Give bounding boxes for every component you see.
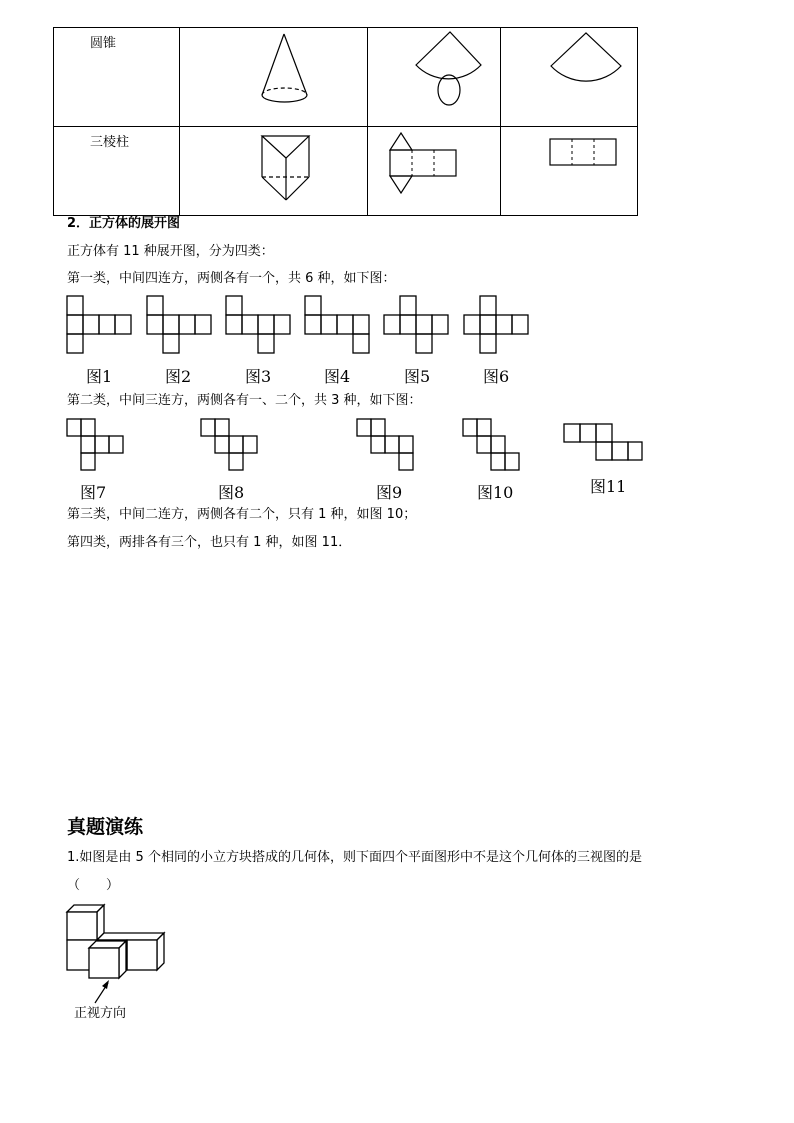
net-fig-4 bbox=[305, 296, 369, 353]
cone-sector-figure bbox=[501, 28, 637, 126]
caption-fig-9: 图9 bbox=[376, 483, 403, 502]
caption-fig-8: 图8 bbox=[218, 483, 245, 502]
prism-figure bbox=[180, 127, 367, 215]
net-fig-9 bbox=[357, 419, 413, 470]
class3-text: 第三类，中间二连方，两侧各有二个，只有 1 种，如图 10； bbox=[67, 507, 417, 522]
cone-side-cell bbox=[501, 28, 638, 127]
net-fig-2 bbox=[147, 296, 211, 353]
prism-side-figure bbox=[501, 127, 637, 215]
caption-fig-6: 图6 bbox=[483, 367, 510, 386]
class4-text: 第四类，两排各有三个，也只有 1 种，如图 11． bbox=[67, 535, 352, 550]
cone-solid-cell bbox=[180, 28, 368, 127]
net-fig-10 bbox=[463, 419, 519, 470]
caption-fig-7: 图7 bbox=[80, 483, 107, 502]
caption-fig-11: 图11 bbox=[590, 477, 627, 496]
caption-fig-3: 图3 bbox=[245, 367, 272, 386]
caption-fig-2: 图2 bbox=[165, 367, 192, 386]
prism-solid-cell bbox=[180, 127, 368, 216]
caption-fig-10: 图10 bbox=[477, 483, 514, 502]
class1-text: 第一类，中间四连方，两侧各有一个，共 6 种，如下图： bbox=[67, 271, 396, 286]
question-1-answer-paren: （ ） bbox=[67, 878, 120, 893]
net-fig-7 bbox=[67, 419, 123, 470]
net-fig-3 bbox=[226, 296, 290, 353]
prism-net-figure bbox=[368, 127, 500, 215]
question-1-text: 1.如图是由 5 个相同的小立方块搭成的几何体，则下面四个平面图形中不是这个几何体的三视图的是 bbox=[67, 850, 642, 865]
cube-stack-figure bbox=[60, 900, 180, 1020]
net-fig-1 bbox=[67, 296, 131, 353]
cone-net-figure bbox=[368, 28, 500, 126]
prism-net-cell bbox=[368, 127, 501, 216]
section-heading: 2．正方体的展开图 bbox=[67, 216, 181, 231]
caption-fig-1: 图1 bbox=[86, 367, 113, 386]
row-label-prism: 三棱柱 bbox=[54, 127, 180, 216]
net-fig-8 bbox=[201, 419, 257, 470]
net-fig-5 bbox=[384, 296, 448, 353]
net-fig-6 bbox=[464, 296, 528, 353]
cone-net-cell bbox=[368, 28, 501, 127]
solids-table bbox=[53, 27, 638, 216]
practice-heading: 真题演练 bbox=[67, 816, 144, 838]
prism-side-cell bbox=[501, 127, 638, 216]
caption-fig-4: 图4 bbox=[324, 367, 351, 386]
cone-figure bbox=[180, 28, 367, 126]
intro-text: 正方体有 11 种展开图，分为四类： bbox=[67, 244, 274, 259]
nets-row-2 bbox=[0, 414, 660, 474]
row-label-cone: 圆锥 bbox=[54, 28, 180, 127]
net-fig-11 bbox=[564, 424, 642, 460]
view-direction-label: 正视方向 bbox=[74, 1006, 127, 1021]
caption-fig-5: 图5 bbox=[404, 367, 431, 386]
nets-row-1 bbox=[0, 292, 560, 360]
class2-text: 第二类，中间三连方，两侧各有一、二个，共 3 种，如下图： bbox=[67, 393, 422, 408]
